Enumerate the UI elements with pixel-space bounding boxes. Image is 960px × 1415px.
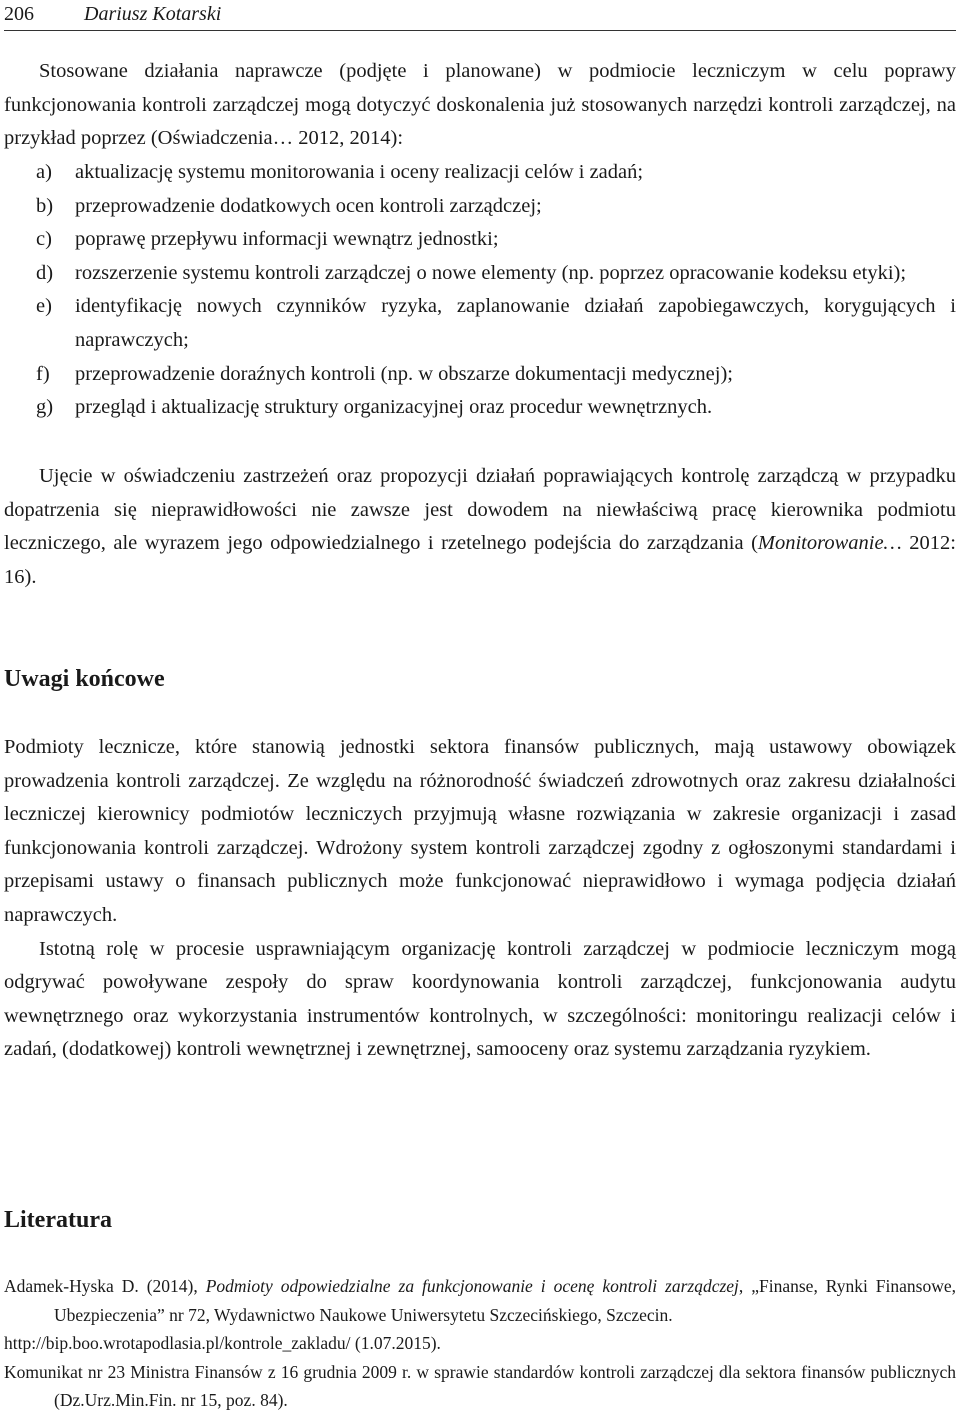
list-marker: b) (36, 194, 54, 217)
list-marker: a) (36, 161, 52, 183)
list-marker: c) (36, 228, 52, 251)
section-heading-literatura: Literatura (4, 1207, 112, 1233)
ujecie-citation-rest: 2012: 16). (4, 532, 956, 588)
reference-item (4, 1329, 956, 1358)
uwagi-paragraph-2: Istotną rolę w procesie usprawniającym organizację kontroli zarządczej w podmiocie leczniczym mogą odgrywać powoływane zespoły do spraw koordynowania kontroli zarządczej, funkcjonowania audytu wewnętrznego oraz wykorzystania instrumentów kontrolnych, w szczególności: monitoringu realizacji celów i zadań, (dodatkowej) kontroli wewnętrznej i zewnętrznej, samooceny oraz systemu zarządzania ryzykiem. (4, 937, 956, 1061)
reference-author: Komunikat nr 23 Ministra Finansów z 16 grudnia 2009 r. w sprawie standardów kontroli zarządczej dla sektora finansów publicznych (Dz.Urz.Min.Fin. nr 15, poz. 84). (4, 1361, 956, 1410)
list-item (36, 290, 956, 357)
list-item (36, 391, 956, 425)
list-item-text: przeprowadzenie dodatkowych ocen kontroli zarządczej; (75, 194, 542, 217)
section-uwagi-body (4, 731, 956, 1067)
list-marker: e) (36, 295, 52, 318)
list-item (36, 190, 956, 224)
list-item (36, 223, 956, 257)
list-item-text: przeprowadzenie doraźnych kontroli (np. w obszarze dokumentacji medycznej); (75, 362, 734, 385)
list-item-text: poprawę przepływu informacji wewnątrz jednostki; (75, 228, 499, 251)
reference-rest: , „Finanse, Rynki Finansowe, Ubezpieczenia” nr 72, Wydawnictwo Naukowe Uniwersytetu Szczecińskiego, Szczecin. (54, 1276, 956, 1325)
intro-paragraph: Stosowane działania naprawcze (podjęte i planowane) w podmiocie leczniczym w celu poprawy funkcjonowania kontroli zarządczej mogą dotyczyć doskonalenia już stosowanych narzędzi kontroli zarządczej, na przykład poprzez (Oświadczenia… 2012, 2014): (4, 60, 956, 150)
reference-url: http://bip.boo.wrotapodlasia.pl/kontrole_zakladu/ (1.07.2015). (4, 1333, 441, 1353)
remedial-actions-list (36, 156, 956, 425)
ujecie-paragraph-block (4, 460, 956, 594)
ujecie-citation-title: Monitorowanie… (757, 532, 902, 555)
page-number: 206 (4, 3, 34, 25)
reference-item (4, 1272, 956, 1329)
list-item (36, 156, 956, 190)
list-item (36, 358, 956, 392)
list-item-text: przegląd i aktualizację struktury organizacyjnej oraz procedur wewnętrznych. (75, 396, 713, 419)
ujecie-text: Ujęcie w oświadczeniu zastrzeżeń oraz propozycji działań poprawiających kontrolę zarządczą w przypadku dopatrzenia się nieprawidłowości nie zawsze jest dowodem na niewłaściwą pracę kierownika podmiotu leczniczego, ale wyrazem jego odpowiedzialnego i rzetelnego podejścia do zarządzania ( (4, 465, 956, 555)
list-item (36, 257, 956, 291)
list-marker: f) (36, 362, 50, 385)
uwagi-paragraph-1: Podmioty lecznicze, które stanowią jednostki sektora finansów publicznych, mają ustawowy obowiązek prowadzenia kontroli zarządczej. Ze względu na różnorodność świadczeń zdrowotnych oraz zakresu działalności leczniczej kierownicy podmiotów leczniczych przyjmują własne rozwiązania w zakresie organizacji i zasad funkcjonowania kontroli zarządczej. Wdrożony system kontroli zarządczej zgodny z ogłoszonymi standardami i przepisami ustawy o finansach publicznych może funkcjonować nieprawidłowo i wymaga podjęcia działań naprawczych. (4, 736, 956, 926)
ujecie-paragraph (4, 460, 956, 594)
section-literatura-heading-block (4, 1205, 956, 1235)
list-marker: g) (36, 396, 54, 419)
reference-author: Adamek-Hyska D. (2014), (4, 1276, 206, 1296)
list-marker: d) (36, 261, 54, 284)
intro-paragraph-block (4, 55, 956, 156)
running-header (4, 0, 956, 31)
list-item-text: aktualizację systemu monitorowania i oceny realizacji celów i zadań; (75, 161, 644, 183)
reference-list (4, 1272, 956, 1415)
section-uwagi-heading-block (4, 664, 956, 694)
list-item-text: rozszerzenie systemu kontroli zarządczej o nowe elementy (np. poprzez opracowanie kodeksu etyki); (75, 261, 907, 284)
running-author: Dariusz Kotarski (84, 3, 222, 25)
reference-item (4, 1358, 956, 1415)
section-heading-uwagi: Uwagi końcowe (4, 666, 165, 692)
reference-title: Podmioty odpowiedzialne za funkcjonowanie i ocenę kontroli zarządczej (205, 1276, 739, 1296)
list-item-text: identyfikację nowych czynników ryzyka, zaplanowanie działań zapobiegawczych, korygujących i naprawczych; (75, 295, 956, 351)
